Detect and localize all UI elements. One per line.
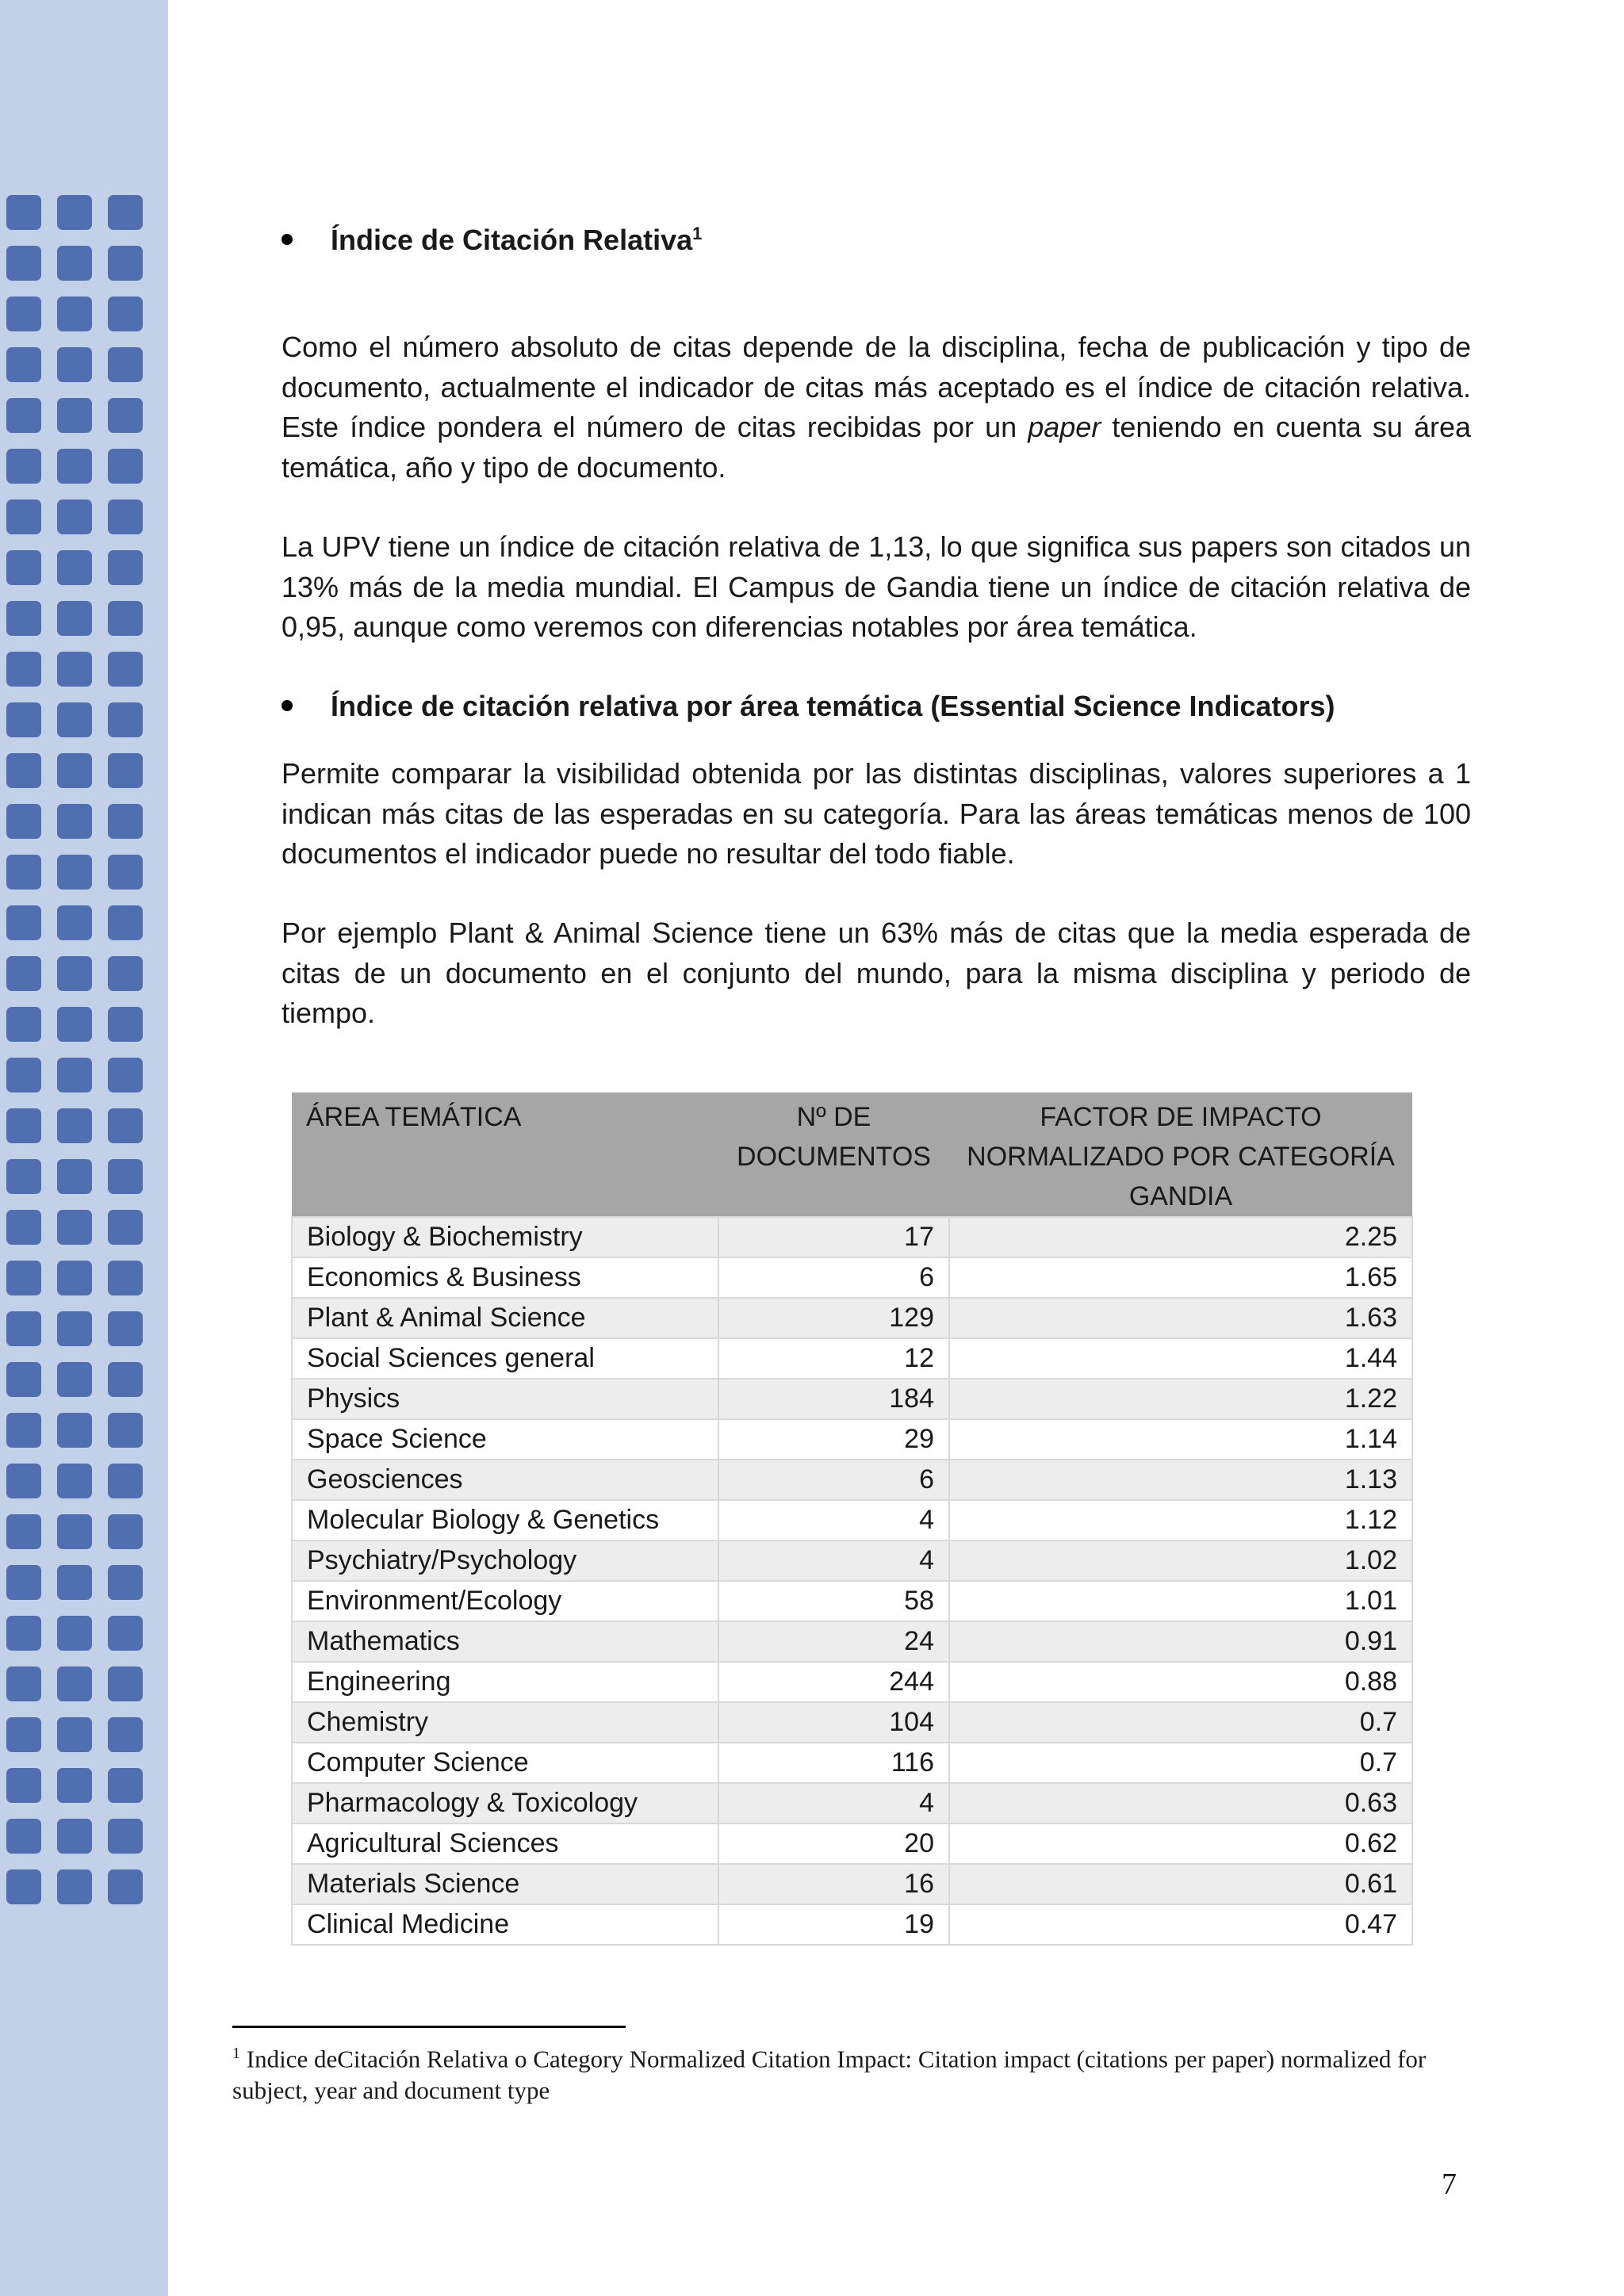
- decorative-square: [6, 652, 41, 687]
- table-row: [292, 1621, 1412, 1662]
- decorative-square: [6, 1667, 41, 1701]
- cell-documents: 104: [718, 1702, 949, 1743]
- decorative-square: [108, 855, 143, 890]
- decorative-square: [6, 195, 41, 230]
- decorative-square: [57, 297, 92, 331]
- cell-impact-factor: 0.47: [949, 1904, 1412, 1945]
- decorative-square: [108, 753, 143, 788]
- decorative-square: [108, 1311, 143, 1346]
- decorative-square: [57, 246, 92, 281]
- cell-impact-factor: 0.61: [949, 1864, 1412, 1904]
- cell-impact-factor: 0.62: [949, 1823, 1412, 1864]
- table-row: [292, 1338, 1412, 1379]
- section-heading-by-area: [282, 690, 1335, 723]
- decorative-square: [108, 1616, 143, 1651]
- decorative-square: [6, 1819, 41, 1854]
- decorative-square: [6, 1058, 41, 1093]
- decorative-square: [108, 550, 143, 585]
- decorative-square: [108, 195, 143, 230]
- table-row: [292, 1904, 1412, 1945]
- decorative-square: [108, 601, 143, 636]
- decorative-square: [57, 1667, 92, 1701]
- table-row: [292, 1379, 1412, 1419]
- decorative-square: [108, 804, 143, 839]
- decorative-square: [6, 297, 41, 331]
- table-row: [292, 1500, 1412, 1540]
- heading-text: Índice de Citación Relativa: [331, 224, 693, 256]
- footnote: [232, 2038, 1477, 2107]
- cell-impact-factor: 1.14: [949, 1419, 1412, 1460]
- decorative-square: [57, 1362, 92, 1397]
- decorative-square: [57, 195, 92, 230]
- cell-area: Economics & Business: [292, 1257, 718, 1298]
- decorative-square: [108, 652, 143, 687]
- cell-area: Biology & Biochemistry: [292, 1217, 718, 1257]
- cell-impact-factor: 1.63: [949, 1298, 1412, 1338]
- decorative-square: [6, 398, 41, 433]
- decorative-square: [6, 1565, 41, 1600]
- decorative-square: [108, 1210, 143, 1245]
- cell-impact-factor: 0.63: [949, 1783, 1412, 1823]
- decorative-square: [108, 1058, 143, 1093]
- decorative-square: [6, 1869, 41, 1904]
- cell-area: Pharmacology & Toxicology: [292, 1783, 718, 1823]
- table-row: [292, 1823, 1412, 1864]
- cell-area: Computer Science: [292, 1743, 718, 1783]
- cell-impact-factor: 2.25: [949, 1217, 1412, 1257]
- cell-area: Engineering: [292, 1662, 718, 1702]
- table-row: [292, 1257, 1412, 1298]
- decorative-square: [57, 1768, 92, 1803]
- decorative-square: [57, 702, 92, 737]
- decorative-square: [6, 1159, 41, 1194]
- decorative-square: [6, 1413, 41, 1448]
- decorative-square: [6, 855, 41, 890]
- decorative-square: [6, 499, 41, 534]
- footnote-separator: [232, 2026, 626, 2028]
- decorative-square: [108, 1362, 143, 1397]
- decorative-square: [57, 449, 92, 484]
- table-row: [292, 1540, 1412, 1581]
- cell-area: Clinical Medicine: [292, 1904, 718, 1945]
- decorative-square: [57, 1819, 92, 1854]
- cell-area: Geosciences: [292, 1460, 718, 1500]
- decorative-square: [6, 1616, 41, 1651]
- cell-area: Space Science: [292, 1419, 718, 1460]
- footnote-text: Indice deCitación Relativa o Category Normalized Citation Impact: Citation impact (citations per paper) normalized for subject, year and document type: [232, 2045, 1427, 2105]
- cell-area: Chemistry: [292, 1702, 718, 1743]
- decorative-square: [57, 550, 92, 585]
- decorative-square: [108, 1261, 143, 1295]
- cell-documents: 6: [718, 1460, 949, 1500]
- table-row: [292, 1662, 1412, 1702]
- cell-documents: 116: [718, 1743, 949, 1783]
- cell-area: Social Sciences general: [292, 1338, 718, 1379]
- cell-impact-factor: 1.02: [949, 1540, 1412, 1581]
- square-pattern: [6, 195, 143, 1904]
- bullet-icon: [282, 700, 293, 711]
- decorative-square: [57, 601, 92, 636]
- decorative-square: [108, 905, 143, 940]
- decorative-square: [108, 1007, 143, 1042]
- decorative-square: [108, 1108, 143, 1143]
- cell-documents: 4: [718, 1500, 949, 1540]
- side-decoration-strip: [0, 0, 168, 2296]
- cell-documents: 29: [718, 1419, 949, 1460]
- cell-impact-factor: 0.88: [949, 1662, 1412, 1702]
- decorative-square: [57, 855, 92, 890]
- decorative-square: [57, 1159, 92, 1194]
- decorative-square: [57, 347, 92, 382]
- paragraph-example: Por ejemplo Plant & Animal Science tiene un 63% más de citas que la media esperada de citas de un documento en el conjunto del mundo, para la misma disciplina y periodo de tiempo.: [282, 916, 1471, 1029]
- decorative-square: [57, 1464, 92, 1498]
- cell-area: Materials Science: [292, 1864, 718, 1904]
- cell-impact-factor: 1.13: [949, 1460, 1412, 1500]
- decorative-square: [57, 804, 92, 839]
- cell-impact-factor: 1.01: [949, 1581, 1412, 1621]
- footnote-mark: 1: [232, 2045, 240, 2062]
- paragraph-citation-definition: Como el número absoluto de citas depende de la disciplina, fecha de publicación y tipo de documento, actualmente el indicador de citas más aceptado es el índice de citación relativa. Este índice pondera el número de citas recibidas por un paper teniendo en cuenta su área temática, año y tipo de documento.: [282, 331, 1472, 484]
- cell-area: Physics: [292, 1379, 718, 1419]
- decorative-square: [108, 1869, 143, 1904]
- decorative-square: [6, 246, 41, 281]
- decorative-square: [108, 297, 143, 331]
- decorative-square: [108, 956, 143, 991]
- paragraph-upv-index: La UPV tiene un índice de citación relativa de 1,13, lo que significa sus papers son citados un 13% más de la media mundial. El Campus de Gandia tiene un índice de citación relativa de 0,95, aunque como veremos con diferencias notables por área temática.: [282, 530, 1471, 643]
- decorative-square: [6, 1464, 41, 1498]
- page-number: 7: [1442, 2168, 1457, 2201]
- cell-area: Molecular Biology & Genetics: [292, 1500, 718, 1540]
- decorative-square: [57, 905, 92, 940]
- cell-area: Mathematics: [292, 1621, 718, 1662]
- cell-documents: 58: [718, 1581, 949, 1621]
- decorative-square: [108, 702, 143, 737]
- cell-documents: 4: [718, 1783, 949, 1823]
- table-row: [292, 1864, 1412, 1904]
- decorative-square: [57, 499, 92, 534]
- cell-impact-factor: 0.7: [949, 1702, 1412, 1743]
- table-row: [292, 1743, 1412, 1783]
- table-row: [292, 1298, 1412, 1338]
- heading-text: Índice de citación relativa por área temática (Essential Science Indicators): [331, 690, 1335, 722]
- decorative-square: [6, 702, 41, 737]
- cell-documents: 16: [718, 1864, 949, 1904]
- decorative-square: [57, 652, 92, 687]
- decorative-square: [6, 905, 41, 940]
- cell-area: Environment/Ecology: [292, 1581, 718, 1621]
- cell-documents: 6: [718, 1257, 949, 1298]
- table-header-row: [292, 1093, 1412, 1217]
- cell-area: Plant & Animal Science: [292, 1298, 718, 1338]
- footnote-reference: 1: [692, 224, 703, 243]
- cell-impact-factor: 1.65: [949, 1257, 1412, 1298]
- decorative-square: [57, 1261, 92, 1295]
- section-heading-relative-citation: [282, 224, 702, 257]
- cell-documents: 20: [718, 1823, 949, 1864]
- decorative-square: [57, 1311, 92, 1346]
- decorative-square: [6, 1362, 41, 1397]
- decorative-square: [6, 347, 41, 382]
- decorative-square: [57, 1869, 92, 1904]
- cell-impact-factor: 1.44: [949, 1338, 1412, 1379]
- table-row: [292, 1702, 1412, 1743]
- cell-impact-factor: 0.91: [949, 1621, 1412, 1662]
- decorative-square: [108, 1565, 143, 1600]
- cell-documents: 12: [718, 1338, 949, 1379]
- decorative-square: [57, 1058, 92, 1093]
- table-row: [292, 1783, 1412, 1823]
- decorative-square: [6, 449, 41, 484]
- column-header-impact-factor: FACTOR DE IMPACTO NORMALIZADO POR CATEGORÍA GANDIA: [949, 1093, 1412, 1217]
- decorative-square: [6, 1717, 41, 1752]
- cell-impact-factor: 1.22: [949, 1379, 1412, 1419]
- cell-documents: 19: [718, 1904, 949, 1945]
- decorative-square: [6, 1108, 41, 1143]
- decorative-square: [6, 1007, 41, 1042]
- decorative-square: [57, 1108, 92, 1143]
- decorative-square: [6, 1311, 41, 1346]
- column-header-area: ÁREA TEMÁTICA: [292, 1093, 718, 1217]
- cell-documents: 244: [718, 1662, 949, 1702]
- decorative-square: [108, 246, 143, 281]
- cell-impact-factor: 1.12: [949, 1500, 1412, 1540]
- decorative-square: [57, 1565, 92, 1600]
- decorative-square: [108, 1667, 143, 1701]
- decorative-square: [57, 1210, 92, 1245]
- decorative-square: [6, 550, 41, 585]
- cell-documents: 24: [718, 1621, 949, 1662]
- decorative-square: [108, 347, 143, 382]
- decorative-square: [57, 753, 92, 788]
- decorative-square: [6, 1514, 41, 1549]
- cell-area: Agricultural Sciences: [292, 1823, 718, 1864]
- decorative-square: [57, 956, 92, 991]
- decorative-square: [6, 804, 41, 839]
- decorative-square: [57, 1616, 92, 1651]
- emphasis-paper: paper: [1028, 411, 1101, 443]
- decorative-square: [57, 1717, 92, 1752]
- cell-documents: 17: [718, 1217, 949, 1257]
- decorative-square: [108, 1413, 143, 1448]
- decorative-square: [57, 1007, 92, 1042]
- decorative-square: [108, 449, 143, 484]
- cell-area: Psychiatry/Psychology: [292, 1540, 718, 1581]
- table-row: [292, 1460, 1412, 1500]
- column-header-documents: Nº DE DOCUMENTOS: [718, 1093, 949, 1217]
- bullet-icon: [282, 234, 293, 245]
- cell-documents: 129: [718, 1298, 949, 1338]
- decorative-square: [108, 499, 143, 534]
- subject-area-table: [291, 1093, 1413, 1946]
- paragraph-comparison: Permite comparar la visibilidad obtenida por las distintas disciplinas, valores superiores a 1 indican más citas de las esperadas en su categoría. Para las áreas temáticas menos de 100 documentos el indicador puede no resultar del todo fiable.: [282, 757, 1471, 870]
- decorative-square: [57, 1413, 92, 1448]
- decorative-square: [6, 753, 41, 788]
- decorative-square: [108, 1717, 143, 1752]
- table-row: [292, 1217, 1412, 1257]
- decorative-square: [108, 1159, 143, 1194]
- decorative-square: [57, 398, 92, 433]
- decorative-square: [6, 601, 41, 636]
- cell-documents: 4: [718, 1540, 949, 1581]
- decorative-square: [108, 1464, 143, 1498]
- decorative-square: [108, 1514, 143, 1549]
- decorative-square: [6, 956, 41, 991]
- table-row: [292, 1419, 1412, 1460]
- decorative-square: [6, 1768, 41, 1803]
- cell-documents: 184: [718, 1379, 949, 1419]
- decorative-square: [108, 398, 143, 433]
- cell-impact-factor: 0.7: [949, 1743, 1412, 1783]
- table-row: [292, 1581, 1412, 1621]
- decorative-square: [6, 1261, 41, 1295]
- decorative-square: [108, 1819, 143, 1854]
- decorative-square: [108, 1768, 143, 1803]
- decorative-square: [6, 1210, 41, 1245]
- decorative-square: [57, 1514, 92, 1549]
